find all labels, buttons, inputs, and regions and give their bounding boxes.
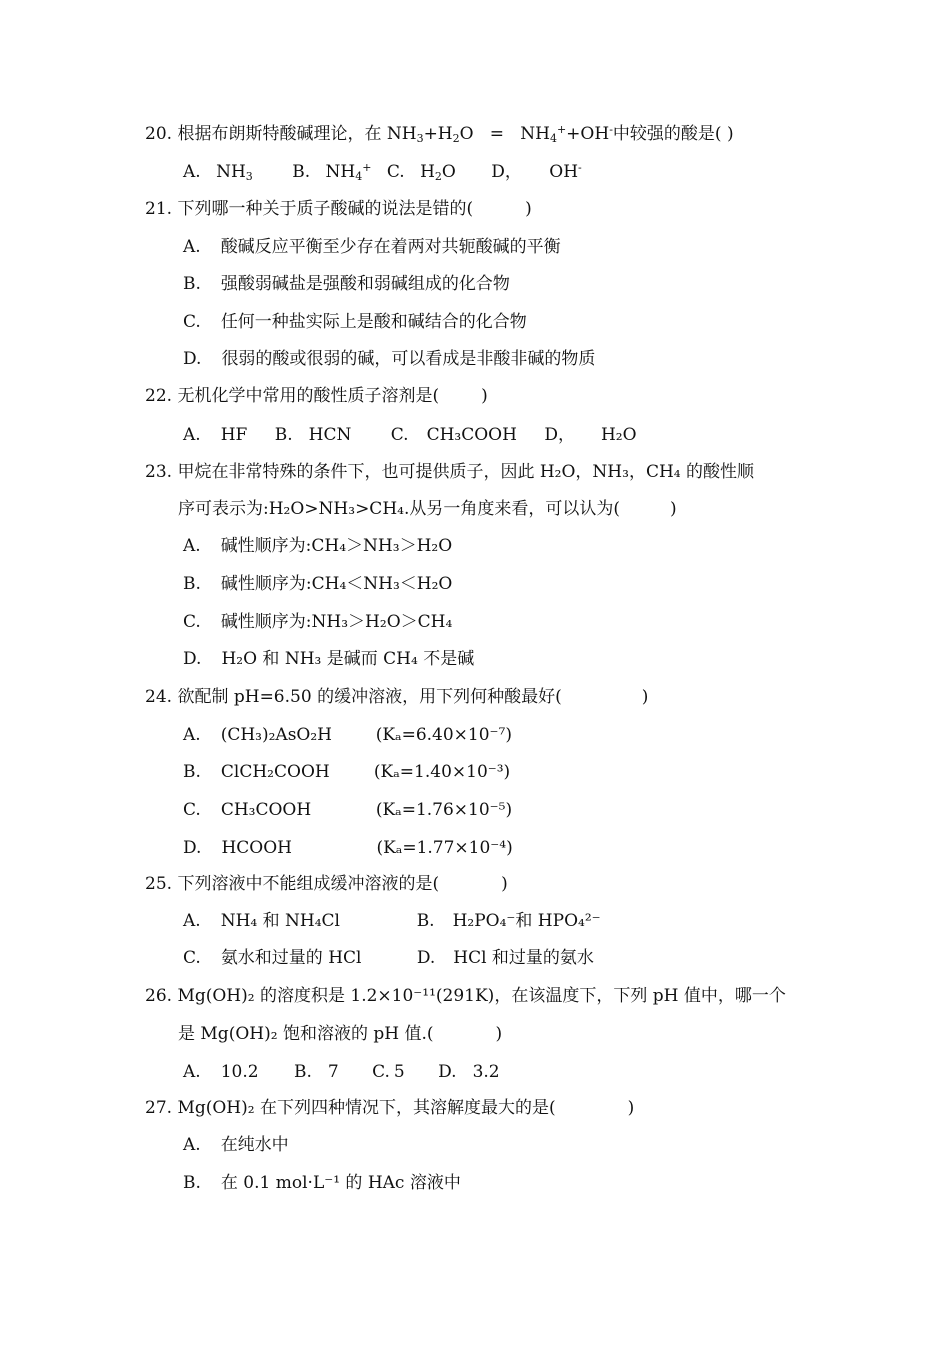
option-c-text: O bbox=[441, 162, 456, 182]
question-23-stem-line2 bbox=[178, 498, 677, 520]
option-text: 碱性顺序为:CH₄＜NH₃＜H₂O bbox=[220, 574, 453, 594]
option-b-text: NH bbox=[325, 162, 356, 182]
option-d-text: HCl 和过量的氨水 bbox=[453, 948, 594, 968]
question-23-stem-line1 bbox=[145, 461, 754, 483]
option-label: D. bbox=[183, 349, 202, 369]
subscript: 3 bbox=[245, 170, 253, 183]
question-21-option-b bbox=[183, 273, 510, 295]
option-c-text: CH₃COOH bbox=[426, 425, 517, 445]
option-text: CH₃COOH bbox=[220, 800, 312, 820]
option-a-label: A. bbox=[183, 425, 201, 445]
question-22-stem bbox=[145, 385, 488, 407]
option-c-text: H bbox=[420, 162, 435, 182]
question-23-option-a bbox=[183, 535, 452, 557]
question-26-stem-line2 bbox=[178, 1023, 502, 1045]
question-26-stem-line1 bbox=[145, 985, 786, 1007]
question-27-option-b bbox=[183, 1172, 461, 1194]
option-text: 任何一种盐实际上是酸和碱结合的化合物 bbox=[220, 312, 527, 332]
question-21-option-a bbox=[183, 236, 561, 258]
option-d-label: D， bbox=[491, 162, 522, 182]
option-c-label: C. bbox=[183, 948, 201, 968]
option-b-text: HCN bbox=[308, 425, 352, 445]
question-27-stem bbox=[145, 1097, 634, 1119]
option-d-text: H₂O bbox=[600, 425, 637, 445]
option-c-text: 氨水和过量的 HCl bbox=[220, 948, 362, 968]
stem-close: ) bbox=[726, 124, 734, 144]
option-b-text: 7 bbox=[327, 1062, 339, 1082]
subscript: 4 bbox=[355, 170, 363, 183]
question-number: 24. bbox=[145, 687, 173, 707]
option-d-text: 3.2 bbox=[472, 1062, 500, 1082]
stem-text: 甲烷在非常特殊的条件下，也可提供质子，因此 H₂O，NH₃，CH₄ 的酸性顺 bbox=[177, 462, 754, 482]
option-label: B. bbox=[183, 274, 201, 294]
option-a-text: 10.2 bbox=[220, 1062, 259, 1082]
question-23-option-c bbox=[183, 611, 452, 633]
option-d-label: D， bbox=[544, 425, 575, 445]
option-text: 碱性顺序为:CH₄＞NH₃＞H₂O bbox=[220, 536, 453, 556]
stem-text: Mg(OH)₂ 在下列四种情况下，其溶解度最大的是( bbox=[177, 1098, 556, 1118]
stem-text: 根据布朗斯特酸碱理论，在 bbox=[177, 124, 382, 144]
option-b-text: H₂PO₄⁻和 HPO₄²⁻ bbox=[452, 911, 601, 931]
superscript: + bbox=[362, 161, 372, 174]
option-label: A. bbox=[183, 1135, 201, 1155]
option-c-text: 5 bbox=[393, 1062, 405, 1082]
question-number: 23. bbox=[145, 462, 173, 482]
question-24-option-a bbox=[183, 724, 512, 746]
stem-text: 是 Mg(OH)₂ 饱和溶液的 pH 值.( bbox=[178, 1024, 434, 1044]
stem-close: ) bbox=[670, 499, 677, 519]
stem-close: ) bbox=[627, 1098, 635, 1118]
option-label: C. bbox=[183, 800, 201, 820]
stem-text: 欲配制 pH=6.50 的缓冲溶液，用下列何种酸最好( bbox=[177, 687, 562, 707]
option-text: ClCH₂COOH bbox=[220, 762, 330, 782]
option-d-label: D. bbox=[438, 1062, 457, 1082]
option-b-label: B. bbox=[293, 1062, 312, 1082]
option-label: C. bbox=[183, 312, 201, 332]
option-text: 在 0.1 mol·L⁻¹ 的 HAc 溶液中 bbox=[220, 1173, 461, 1193]
question-25-options-cd bbox=[183, 947, 594, 969]
option-b-label: B. bbox=[416, 911, 435, 931]
option-b-label: B. bbox=[292, 162, 311, 182]
option-c-label: C. bbox=[372, 1062, 390, 1082]
option-ka: (Kₐ=1.77×10⁻⁴) bbox=[376, 838, 513, 858]
option-text: 强酸弱碱盐是强酸和弱碱组成的化合物 bbox=[220, 274, 510, 294]
question-24-option-b bbox=[183, 761, 510, 783]
option-a-text: HF bbox=[220, 425, 248, 445]
question-25-stem bbox=[145, 873, 508, 895]
option-text: HCOOH bbox=[221, 838, 292, 858]
stem-text: 中较强的酸是( bbox=[612, 124, 722, 144]
question-20-options bbox=[183, 161, 582, 183]
option-a-text: NH₄ 和 NH₄Cl bbox=[220, 911, 340, 931]
question-24-stem bbox=[145, 686, 648, 708]
question-21-option-c bbox=[183, 311, 527, 333]
option-label: A. bbox=[183, 237, 201, 257]
option-label: C. bbox=[183, 612, 201, 632]
option-label: B. bbox=[183, 762, 201, 782]
option-a-label: A. bbox=[183, 911, 201, 931]
option-c-label: C. bbox=[390, 425, 409, 445]
option-text: 很弱的酸或很弱的碱，可以看成是非酸非碱的物质 bbox=[221, 349, 596, 369]
option-ka: (Kₐ=1.40×10⁻³) bbox=[373, 762, 511, 782]
option-b-label: B. bbox=[274, 425, 293, 445]
stem-text: 序可表示为:H₂O>NH₃>CH₄.从另一角度来看，可以认为( bbox=[178, 499, 620, 519]
question-21-stem bbox=[145, 198, 532, 220]
option-d-label: D. bbox=[416, 948, 436, 968]
stem-text: 下列溶液中不能组成缓冲溶液的是( bbox=[177, 874, 440, 894]
question-24-option-c bbox=[183, 799, 512, 821]
question-25-options-ab bbox=[183, 910, 601, 932]
subscript: 2 bbox=[434, 170, 442, 183]
question-number: 27. bbox=[145, 1098, 173, 1118]
question-number: 22. bbox=[145, 386, 173, 406]
equation: $NH_3+H_2O = NH_4^++OH^-$ bbox=[386, 123, 613, 145]
stem-close: ) bbox=[641, 687, 649, 707]
option-a-text: NH bbox=[216, 162, 246, 182]
stem-close: ) bbox=[501, 874, 508, 894]
stem-text: 无机化学中常用的酸性质子溶剂是( bbox=[177, 386, 440, 406]
question-27-option-a bbox=[183, 1134, 289, 1156]
option-label: B. bbox=[183, 574, 201, 594]
stem-close: ) bbox=[481, 386, 488, 406]
stem-text: 下列哪一种关于质子酸碱的说法是错的( bbox=[177, 199, 474, 219]
option-text: 在纯水中 bbox=[220, 1135, 289, 1155]
question-number: 20. bbox=[145, 124, 173, 144]
option-a-label: A. bbox=[183, 162, 201, 182]
option-label: D. bbox=[183, 649, 202, 669]
option-label: A. bbox=[183, 725, 201, 745]
stem-close: ) bbox=[525, 199, 532, 219]
option-ka: (Kₐ=6.40×10⁻⁷) bbox=[375, 725, 512, 745]
stem-close: ) bbox=[495, 1024, 503, 1044]
option-label: A. bbox=[183, 536, 201, 556]
option-text: 碱性顺序为:NH₃＞H₂O＞CH₄ bbox=[220, 612, 453, 632]
option-text: (CH₃)₂AsO₂H bbox=[220, 725, 332, 745]
option-c-label: C. bbox=[386, 162, 405, 182]
stem-text: Mg(OH)₂ 的溶度积是 1.2×10⁻¹¹(291K)，在该温度下，下列 pH 值中，哪一个 bbox=[177, 986, 786, 1006]
option-ka: (Kₐ=1.76×10⁻⁵) bbox=[375, 800, 513, 820]
question-26-options bbox=[183, 1061, 500, 1083]
option-text: 酸碱反应平衡至少存在着两对共轭酸碱的平衡 bbox=[220, 237, 561, 257]
question-number: 25. bbox=[145, 874, 173, 894]
question-24-option-d bbox=[183, 837, 513, 859]
question-number: 26. bbox=[145, 986, 173, 1006]
option-label: D. bbox=[183, 838, 202, 858]
question-23-option-b bbox=[183, 573, 452, 595]
option-text: H₂O 和 NH₃ 是碱而 CH₄ 不是碱 bbox=[221, 649, 475, 669]
option-label: B. bbox=[183, 1173, 201, 1193]
question-23-option-d bbox=[183, 648, 474, 670]
superscript: - bbox=[578, 161, 582, 174]
question-number: 21. bbox=[145, 199, 173, 219]
option-a-label: A. bbox=[183, 1062, 201, 1082]
question-21-option-d bbox=[183, 348, 595, 370]
question-22-options bbox=[183, 424, 637, 446]
option-d-text: OH bbox=[549, 162, 579, 182]
question-20-stem bbox=[145, 123, 734, 145]
